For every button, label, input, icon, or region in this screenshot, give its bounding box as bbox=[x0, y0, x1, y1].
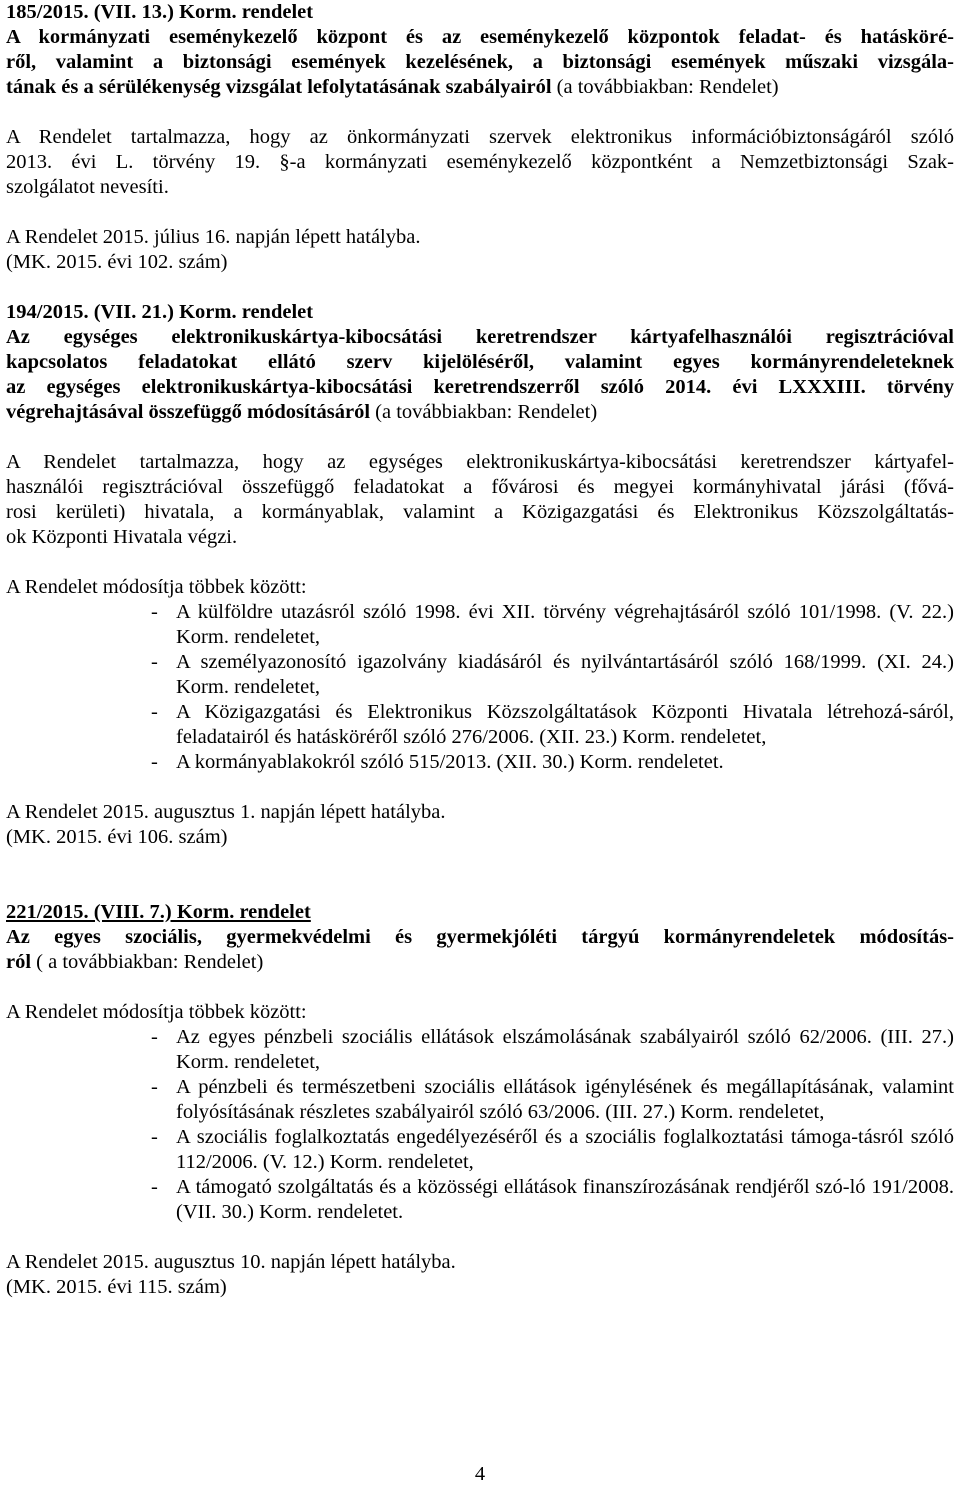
dash-bullet: - bbox=[151, 1126, 158, 1148]
regulation-title-suffix: (a továbbiakban: Rendelet) bbox=[556, 76, 779, 98]
content-line: használói regisztrációval összefüggő feladatokat a fővárosi és megyei kormányhivatal járási (fővá- bbox=[6, 476, 954, 498]
regulation-title-line: kapcsolatos feladatokat ellátó szerv kijelöléséről, valamint egyes kormányrendeleteknek bbox=[6, 351, 954, 373]
list-item-text: A személyazonosító igazolvány kiadásáról és nyilvántartásáról szóló 168/1999. (XI. 24.) Korm. rendeletet, bbox=[176, 651, 954, 698]
list-item-text: A támogató szolgáltatás és a közösségi ellátások finanszírozásának rendjéről szó-ló 191/2008. (VII. 30.) Korm. rendeletet. bbox=[176, 1176, 954, 1223]
document-page bbox=[6, 0, 954, 1300]
dash-bullet: - bbox=[151, 751, 158, 773]
list-item bbox=[6, 650, 954, 700]
regulation-title-line: Az egyes szociális, gyermekvédelmi és gyermekjóléti tárgyú kormányrendeletek módosítás- bbox=[6, 926, 954, 948]
content-line: A Rendelet tartalmazza, hogy az önkormányzati szervek elektronikus információbiztonságáról szóló bbox=[6, 126, 954, 148]
regulation-title-line: A kormányzati eseménykezelő központ és az eseménykezelő központok feladat- és hatásköré- bbox=[6, 26, 954, 48]
content-line: A Rendelet tartalmazza, hogy az egységes elektronikuskártya-kibocsátási keretrendszer kártyafel- bbox=[6, 451, 954, 473]
list-item bbox=[6, 1075, 954, 1125]
list-item bbox=[6, 1025, 954, 1075]
gazette-reference: (MK. 2015. évi 106. szám) bbox=[6, 826, 228, 848]
regulation-heading: 194/2015. (VII. 21.) Korm. rendelet bbox=[6, 301, 314, 323]
modifies-intro: A Rendelet módosítja többek között: bbox=[6, 576, 307, 598]
regulation-194-2015 bbox=[6, 300, 954, 850]
content-line: 2013. évi L. törvény 19. §-a kormányzati eseménykezelő központként a Nemzetbiztonsági Szak- bbox=[6, 151, 954, 173]
regulation-221-2015 bbox=[6, 900, 954, 1300]
regulation-heading: 221/2015. (VIII. 7.) Korm. rendelet bbox=[6, 901, 311, 923]
regulation-title-bold: ról bbox=[6, 951, 32, 973]
list-item-text: Az egyes pénzbeli szociális ellátások elszámolásának szabályairól szóló 62/2006. (III. 27.) Korm. rendeletet, bbox=[176, 1026, 954, 1073]
list-item-text: A pénzbeli és természetbeni szociális ellátások igénylésének és megállapításának, valamint folyósításának részletes szabályairól szóló 63/2006. (III. 27.) Korm. rendeletet, bbox=[176, 1076, 954, 1123]
regulation-heading: 185/2015. (VII. 13.) Korm. rendelet bbox=[6, 1, 314, 23]
regulation-title-last-line bbox=[6, 75, 954, 100]
gazette-reference: (MK. 2015. évi 115. szám) bbox=[6, 1276, 227, 1298]
regulation-title-last-line bbox=[6, 400, 954, 425]
content-line: szolgálatot nevesíti. bbox=[6, 176, 169, 198]
list-item bbox=[6, 600, 954, 650]
effective-date: A Rendelet 2015. július 16. napján lépett hatályba. bbox=[6, 226, 421, 248]
list-item-text: A szociális foglalkoztatás engedélyezéséről és a szociális foglalkoztatási támoga-tásról szóló 112/2006. (V. 12.) Korm. rendeletet, bbox=[176, 1126, 954, 1173]
list-item bbox=[6, 1125, 954, 1175]
dash-bullet: - bbox=[151, 601, 158, 623]
dash-bullet: - bbox=[151, 651, 158, 673]
regulation-title-line: az egységes elektronikuskártya-kibocsátási keretrendszerről szóló 2014. évi LXXXIII. törvény bbox=[6, 376, 954, 398]
effective-date: A Rendelet 2015. augusztus 1. napján lépett hatályba. bbox=[6, 801, 446, 823]
regulation-title-line: ről, valamint a biztonsági események kezelésének, a biztonsági események műszaki vizsgála- bbox=[6, 51, 954, 73]
list-item bbox=[6, 750, 954, 775]
regulation-title-suffix: ( a továbbiakban: Rendelet) bbox=[36, 951, 264, 973]
dash-bullet: - bbox=[151, 701, 158, 723]
list-item bbox=[6, 1175, 954, 1225]
effective-date: A Rendelet 2015. augusztus 10. napján lépett hatályba. bbox=[6, 1251, 456, 1273]
content-line: ok Központi Hivatala végzi. bbox=[6, 526, 238, 548]
regulation-title-last-line bbox=[6, 950, 954, 975]
regulation-title-bold: végrehajtásával összefüggő módosításáról bbox=[6, 401, 371, 423]
dash-bullet: - bbox=[151, 1076, 158, 1098]
modified-regulations-list bbox=[6, 1025, 954, 1225]
regulation-185-2015 bbox=[6, 0, 954, 275]
gazette-reference: (MK. 2015. évi 102. szám) bbox=[6, 251, 228, 273]
list-item bbox=[6, 700, 954, 750]
regulation-title-line: Az egységes elektronikuskártya-kibocsátási keretrendszer kártyafelhasználói regisztrációval bbox=[6, 326, 954, 348]
list-item-text: A Közigazgatási és Elektronikus Közszolgáltatások Központi Hivatala létrehozá-sáról, feladatairól és hatásköréről szóló 276/2006. (XII. 23.) Korm. rendeletet, bbox=[176, 701, 954, 748]
content-line: rosi kerületi) hivatala, a kormányablak, valamint a Közigazgatási és Elektronikus Közszolgáltatás- bbox=[6, 501, 954, 523]
regulation-title-suffix: (a továbbiakban: Rendelet) bbox=[375, 401, 598, 423]
page-number: 4 bbox=[474, 1463, 486, 1485]
list-item-text: A külföldre utazásról szóló 1998. évi XII. törvény végrehajtásáról szóló 101/1998. (V. 22.) Korm. rendeletet, bbox=[176, 601, 954, 648]
modified-regulations-list bbox=[6, 600, 954, 775]
list-item-text: A kormányablakokról szóló 515/2013. (XII. 30.) Korm. rendeletet. bbox=[176, 751, 724, 773]
dash-bullet: - bbox=[151, 1176, 158, 1198]
dash-bullet: - bbox=[151, 1026, 158, 1048]
regulation-title-bold: tának és a sérülékenység vizsgálat lefolytatásának szabályairól bbox=[6, 76, 552, 98]
modifies-intro: A Rendelet módosítja többek között: bbox=[6, 1001, 307, 1023]
